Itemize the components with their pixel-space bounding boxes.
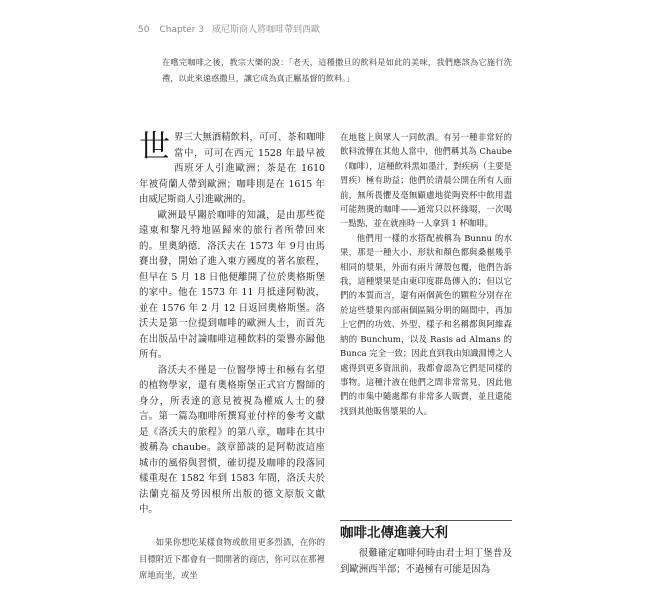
- sidebar-note: 如果你想吃某樣食物或飲用更多烈酒，在你的目標附近下都會有一間開著的商店，你可以在那裡席地而坐，或坐: [139, 537, 325, 580]
- paragraph-1-text: 界三大無酒精飲料，可可、茶和咖啡當中，可可在西元 1528 年最早被西班牙人引進歐洲；茶是在 1610 年被荷蘭人帶到歐洲；咖啡則是在 1615 年由威尼斯商人引進歐洲的。: [139, 132, 325, 205]
- page-number: 50: [138, 25, 150, 35]
- paragraph-3: 洛沃夫不僅是一位醫學博士和極有名望的植物學家，還有奧格斯堡正式官方醫師的身分，所表達的意見被視為權威人士的發言。第一篇為咖啡所撰寫並付梓的參考文獻是《洛沃夫的旅程》的第八章，咖啡在其中被稱為 chaube。該章節談的是阿勒波這座城市的風俗與習慣，確切提及咖啡的段落同樣重現在 1582 年到 1583 年間，洛沃夫於法蘭克福及勞因根所出版的德文原版文獻中。: [139, 364, 325, 515]
- paragraph-2: 歐洲最早關於咖啡的知識，是由那些從遠東和黎凡特地區歸來的旅行者所帶回來的。里奧納德．洛沃夫在 1573 年 9月由馬賽出發，開始了進入東方國度的著名旅程，但早在 5 月 18 日他便離開了位於奧格斯堡的家中。他在 1573 年 11 月抵達阿勒波，並在 1576 年 2 月 12 日返回奧格斯堡。洛沃夫是第一位提到咖啡的歐洲人士，而首先在出版品中討論咖啡這種飲料的榮譽亦歸他所有。: [139, 209, 325, 360]
- drop-cap: 世: [139, 129, 170, 165]
- right-paragraph-1: 在地毯上與眾人一同飲酒。有另一種非常好的飲料流傳在其他人當中，他們稱其為 Chaube（咖啡），這種飲料黑如墨汁，對疾病（主要是胃疾）極有助益；他們於清晨公開在所有人面前，無所畏懼及毫無顧慮地從陶瓷杯中飲用盡可能熱燙的咖啡——通常只以杯緣啜，一次喝一點點，並在就座時一人拿到 1 杯咖啡。: [340, 132, 512, 229]
- chapter-title: 威尼斯商人將咖啡帶到西歐: [212, 25, 321, 35]
- section-paragraph: 很難確定咖啡何時由君士坦丁堡普及到歐洲西半部；不過極有可能是因為: [340, 548, 512, 575]
- section-heading: 咖啡北傳進義大利: [340, 525, 448, 541]
- chapter-label: Chapter 3: [159, 25, 205, 35]
- section-divider: [340, 520, 512, 521]
- left-column: [139, 130, 325, 518]
- section-block: [340, 520, 512, 577]
- paragraph-1: [139, 130, 325, 208]
- running-header: [138, 22, 320, 35]
- right-column: [340, 130, 512, 418]
- right-paragraph-2: 他們用一樣的水搭配被稱為 Bunnu 的水果，那是一種大小、形狀和顏色都與桑椹幾乎相同的漿果，外面有兩片薄殼包覆，他們告訴我，這種漿果是由東印度群島傳入的；但以它們的本質而言，還有兩個黃色的顆粒分別存在於這些漿果內部兩個區隔分明的隔間中，再加上它們的功效、外型、樣子和名稱都與阿維森納的 Bunchum，以及 Rasis ad Almans 的 Bunca 完全一致；因此直到我由知識淵博之人處得到更多資訊前，我都會認為它們是同樣的事物。這種汁液在他們之間非常常見，因此他們的市集中隨處都有非常多人販賣，並且還能找到其他販售漿果的人。: [340, 232, 512, 416]
- epigraph-quote: 在嚐完咖啡之後，教宗大樂的說：「老天，這種撒旦的飲料是如此的美味，我們應該為它施行洗禮，以此來遠惑撒旦，讓它成為真正屬基督的飲料。」: [162, 57, 512, 83]
